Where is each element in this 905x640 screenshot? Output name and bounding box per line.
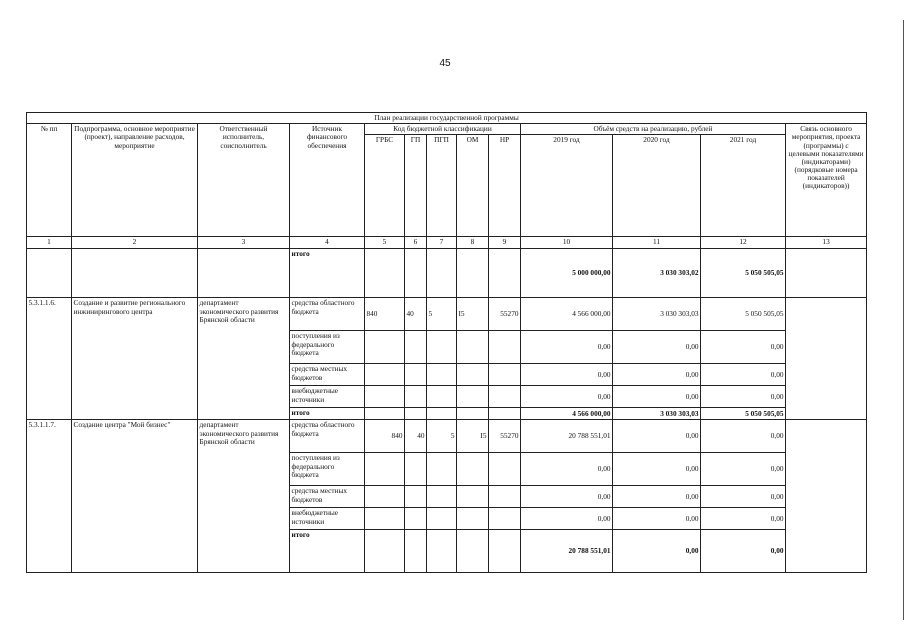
header-subprogram: Подпрограмма, основное мероприятие (проект), направление расходов, мероприятие — [72, 124, 198, 237]
source-cell: итого — [290, 249, 365, 298]
header-gp: ГП — [405, 135, 427, 237]
column-number: 9 — [489, 237, 521, 249]
page-edge-line — [903, 20, 904, 620]
column-number: 3 — [198, 237, 290, 249]
amount-2021: 0,00 — [701, 364, 786, 386]
column-number: 8 — [457, 237, 489, 249]
amount-2019: 20 788 551,01 — [521, 420, 613, 453]
amount-2019: 0,00 — [521, 331, 613, 364]
amount-2020: 0,00 — [613, 486, 701, 508]
amount-2019: 0,00 — [521, 486, 613, 508]
amount-2019: 0,00 — [521, 364, 613, 386]
amount-2019: 4 566 000,00 — [521, 408, 613, 420]
column-number: 7 — [427, 237, 457, 249]
column-number-row — [27, 237, 867, 249]
page-number: 45 — [439, 58, 451, 69]
source-cell: внебюджетные источники — [290, 386, 365, 408]
amount-2021: 0,00 — [701, 508, 786, 530]
nr-cell: 55270 — [489, 298, 521, 331]
om-cell: I5 — [457, 298, 489, 331]
header-budget-code: Код бюджетной классификации — [365, 124, 521, 135]
header-pgp: ПГП — [427, 135, 457, 237]
header-source: Источник финансового обеспечения — [290, 124, 365, 237]
table-row — [27, 249, 867, 298]
amount-2019: 4 566 000,00 — [521, 298, 613, 331]
header-2021: 2021 год — [701, 135, 786, 237]
amount-2020: 0,00 — [613, 420, 701, 453]
source-cell: поступления из федерального бюджета — [290, 331, 365, 364]
amount-2019: 5 000 000,00 — [521, 249, 613, 298]
source-cell: итого — [290, 408, 365, 420]
amount-2020: 0,00 — [613, 331, 701, 364]
amount-2019: 0,00 — [521, 508, 613, 530]
header-executor: Ответственный исполнитель, соисполнитель — [198, 124, 290, 237]
amount-2020: 0,00 — [613, 508, 701, 530]
header-no: № пп — [27, 124, 72, 237]
amount-2021: 0,00 — [701, 420, 786, 453]
header-2020: 2020 год — [613, 135, 701, 237]
source-cell: средства областного бюджета — [290, 298, 365, 331]
item-number: 5.3.1.1.7. — [27, 420, 72, 573]
amount-2020: 3 030 303,03 — [613, 298, 701, 331]
column-number: 13 — [786, 237, 867, 249]
column-number: 11 — [613, 237, 701, 249]
column-number: 10 — [521, 237, 613, 249]
source-cell: средства областного бюджета — [290, 420, 365, 453]
amount-2020: 0,00 — [613, 530, 701, 573]
amount-2020: 0,00 — [613, 364, 701, 386]
table-row — [27, 298, 867, 331]
plan-table-body — [27, 113, 867, 573]
nr-cell: 55270 — [489, 420, 521, 453]
amount-2021: 0,00 — [701, 386, 786, 408]
source-cell: итого — [290, 530, 365, 573]
plan-table — [26, 112, 867, 573]
header-2019: 2019 год — [521, 135, 613, 237]
om-cell: I5 — [457, 420, 489, 453]
header-link: Связь основного мероприятия, проекта (программы) с целевыми показателями (индикаторами) (порядковые номера показателей (индикаторов)) — [786, 124, 867, 237]
column-number: 2 — [72, 237, 198, 249]
column-number: 6 — [405, 237, 427, 249]
pgp-cell: 5 — [427, 420, 457, 453]
pgp-cell: 5 — [427, 298, 457, 331]
amount-2021: 0,00 — [701, 453, 786, 486]
amount-2020: 0,00 — [613, 453, 701, 486]
grbs-cell: 840 — [365, 298, 405, 331]
amount-2021: 5 050 505,05 — [701, 298, 786, 331]
amount-2020: 0,00 — [613, 386, 701, 408]
gp-cell: 40 — [405, 420, 427, 453]
amount-2019: 20 788 551,01 — [521, 530, 613, 573]
amount-2021: 0,00 — [701, 331, 786, 364]
column-number: 5 — [365, 237, 405, 249]
header-volume: Объём средств на реализацию, рублей — [521, 124, 786, 135]
header-om: ОМ — [457, 135, 489, 237]
table-row — [27, 420, 867, 453]
column-number: 1 — [27, 237, 72, 249]
item-name: Создание и развитие регионального инжинирингового центра — [72, 298, 198, 420]
header-nr: НР — [489, 135, 521, 237]
source-cell: средства местных бюджетов — [290, 364, 365, 386]
header-grbs: ГРБС — [365, 135, 405, 237]
item-executor: департамент экономического развития Брянской области — [198, 298, 290, 420]
amount-2020: 3 030 303,02 — [613, 249, 701, 298]
gp-cell: 40 — [405, 298, 427, 331]
amount-2019: 0,00 — [521, 386, 613, 408]
source-cell: внебюджетные источники — [290, 508, 365, 530]
table-title: План реализации государственной программы — [27, 113, 867, 124]
item-executor: департамент экономического развития Брянской области — [198, 420, 290, 573]
source-cell: поступления из федерального бюджета — [290, 453, 365, 486]
source-cell: средства местных бюджетов — [290, 486, 365, 508]
grbs-cell: 840 — [365, 420, 405, 453]
amount-2019: 0,00 — [521, 453, 613, 486]
amount-2021: 0,00 — [701, 486, 786, 508]
amount-2021: 0,00 — [701, 530, 786, 573]
amount-2021: 5 050 505,05 — [701, 249, 786, 298]
column-number: 12 — [701, 237, 786, 249]
item-name: Создание центра "Мой бизнес" — [72, 420, 198, 573]
amount-2020: 3 030 303,03 — [613, 408, 701, 420]
item-number: 5.3.1.1.6. — [27, 298, 72, 420]
column-number: 4 — [290, 237, 365, 249]
amount-2021: 5 050 505,05 — [701, 408, 786, 420]
